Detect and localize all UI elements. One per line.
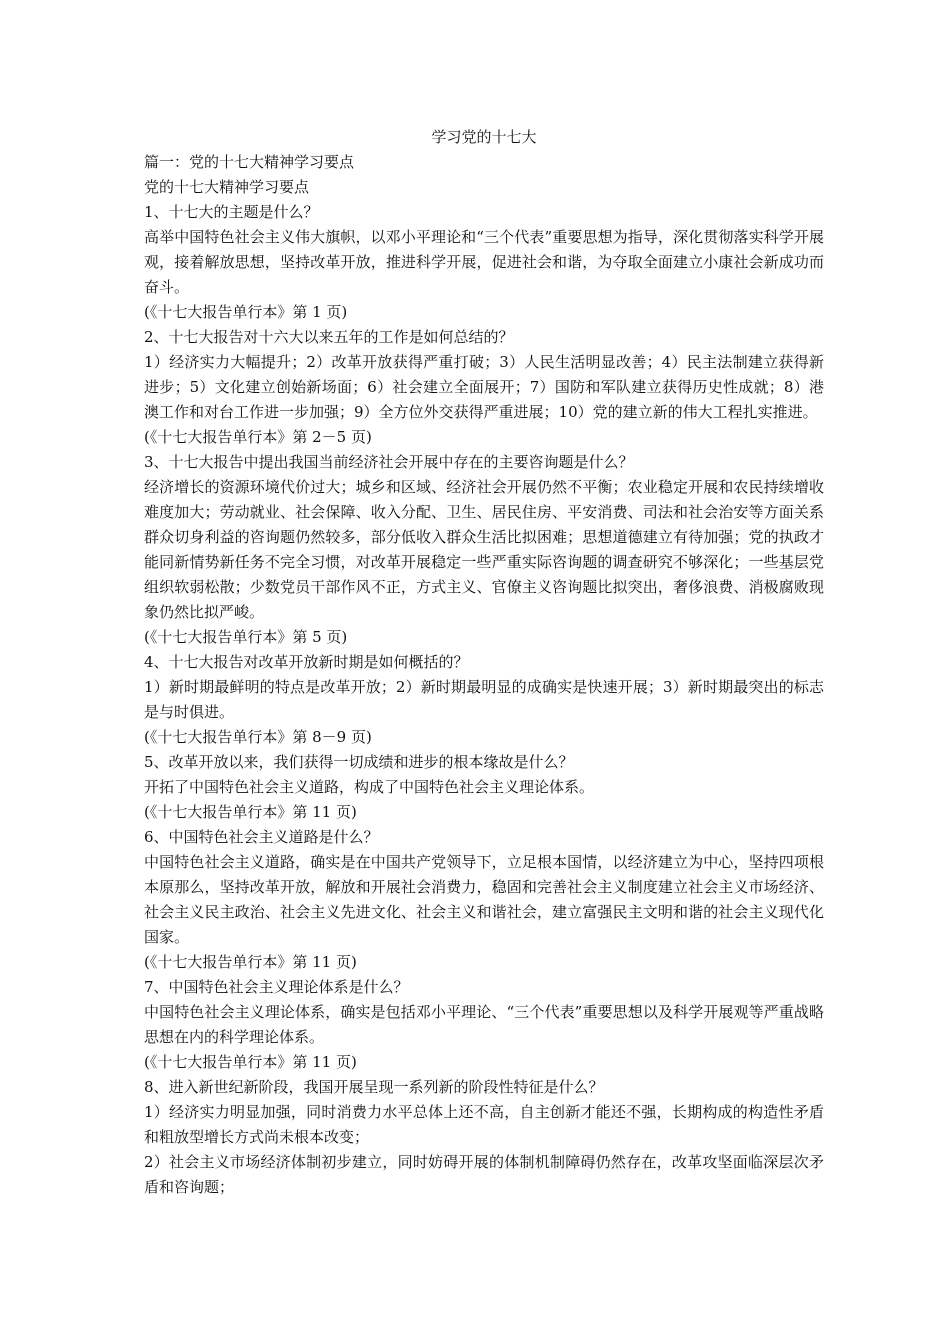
question-4: 4、十七大报告对改革开放新时期是如何概括的？: [144, 653, 469, 671]
citation-4: (《十七大报告单行本》第 8－9 页): [144, 728, 372, 746]
section-subheading: 党的十七大精神学习要点: [144, 178, 310, 196]
question-6: 6、中国特色社会主义道路是什么？: [144, 828, 379, 846]
answer-8-item-2: 2）社会主义市场经济体制初步建立，同时妨碍开展的体制机制障碍仍然存在，改革攻坚面临深层次矛盾和咨询题；: [144, 1153, 824, 1196]
citation-7: (《十七大报告单行本》第 11 页): [144, 1053, 357, 1071]
answer-7: 中国特色社会主义理论体系，确实是包括邓小平理论、“三个代表”重要思想以及科学开展观等严重战略思想在内的科学理论体系。: [144, 1003, 824, 1046]
question-5: 5、改革开放以来，我们获得一切成绩和进步的根本缘故是什么？: [144, 753, 574, 771]
question-1: 1、十七大的主题是什么？: [144, 203, 319, 221]
question-2: 2、十七大报告对十六大以来五年的工作是如何总结的？: [144, 328, 514, 346]
citation-5: (《十七大报告单行本》第 11 页): [144, 803, 357, 821]
citation-3: (《十七大报告单行本》第 5 页): [144, 628, 348, 646]
answer-1: 高举中国特色社会主义伟大旗帜，以邓小平理论和“三个代表”重要思想为指导，深化贯彻落实科学开展观，接着解放思想，坚持改革开放，推进科学开展，促进社会和谐，为夺取全面建立小康社会新成功而奋斗。: [144, 228, 824, 296]
answer-2: 1）经济实力大幅提升；2）改革开放获得严重打破；3）人民生活明显改善；4）民主法制建立获得新进步；5）文化建立创始新场面；6）社会建立全面展开；7）国防和军队建立获得历史性成就；8）港澳工作和对台工作进一步加强；9）全方位外交获得严重进展；10）党的建立新的伟大工程扎实推进。: [144, 353, 824, 421]
answer-4: 1）新时期最鲜明的特点是改革开放；2）新时期最明显的成确实是快速开展；3）新时期最突出的标志是与时俱进。: [144, 678, 824, 721]
citation-2: (《十七大报告单行本》第 2－5 页): [144, 428, 372, 446]
citation-6: (《十七大报告单行本》第 11 页): [144, 953, 357, 971]
answer-3: 经济增长的资源环境代价过大；城乡和区域、经济社会开展仍然不平衡；农业稳定开展和农民持续增收难度加大；劳动就业、社会保障、收入分配、卫生、居民住房、平安消费、司法和社会治安等方面关系群众切身利益的咨询题仍然较多，部分低收入群众生活比拟困难；思想道德建立有待加强；党的执政才能同新情势新任务不完全习惯，对改革开展稳定一些严重实际咨询题的调查研究不够深化；一些基层党组织软弱松散；少数党员干部作风不正，方式主义、官僚主义咨询题比拟突出，奢侈浪费、消极腐败现象仍然比拟严峻。: [144, 478, 824, 621]
answer-8-item-1: 1）经济实力明显加强，同时消费力水平总体上还不高，自主创新才能还不强，长期构成的构造性矛盾和粗放型增长方式尚未根本改变；: [144, 1103, 824, 1146]
document-title: 学习党的十七大: [431, 128, 537, 146]
question-3: 3、十七大报告中提出我国当前经济社会开展中存在的主要咨询题是什么？: [144, 453, 634, 471]
section-heading: 篇一：党的十七大精神学习要点: [144, 153, 355, 171]
citation-1: (《十七大报告单行本》第 1 页): [144, 303, 348, 321]
answer-6: 中国特色社会主义道路，确实是在中国共产党领导下，立足根本国情，以经济建立为中心，坚持四项根本原那么，坚持改革开放，解放和开展社会消费力，稳固和完善社会主义制度建立社会主义市场经济、社会主义民主政治、社会主义先进文化、社会主义和谐社会，建立富强民主文明和谐的社会主义现代化国家。: [144, 853, 824, 946]
document-body: [144, 125, 824, 1200]
question-7: 7、中国特色社会主义理论体系是什么？: [144, 978, 409, 996]
question-8: 8、进入新世纪新阶段，我国开展呈现一系列新的阶段性特征是什么？: [144, 1078, 604, 1096]
answer-5: 开拓了中国特色社会主义道路，构成了中国特色社会主义理论体系。: [144, 778, 595, 796]
